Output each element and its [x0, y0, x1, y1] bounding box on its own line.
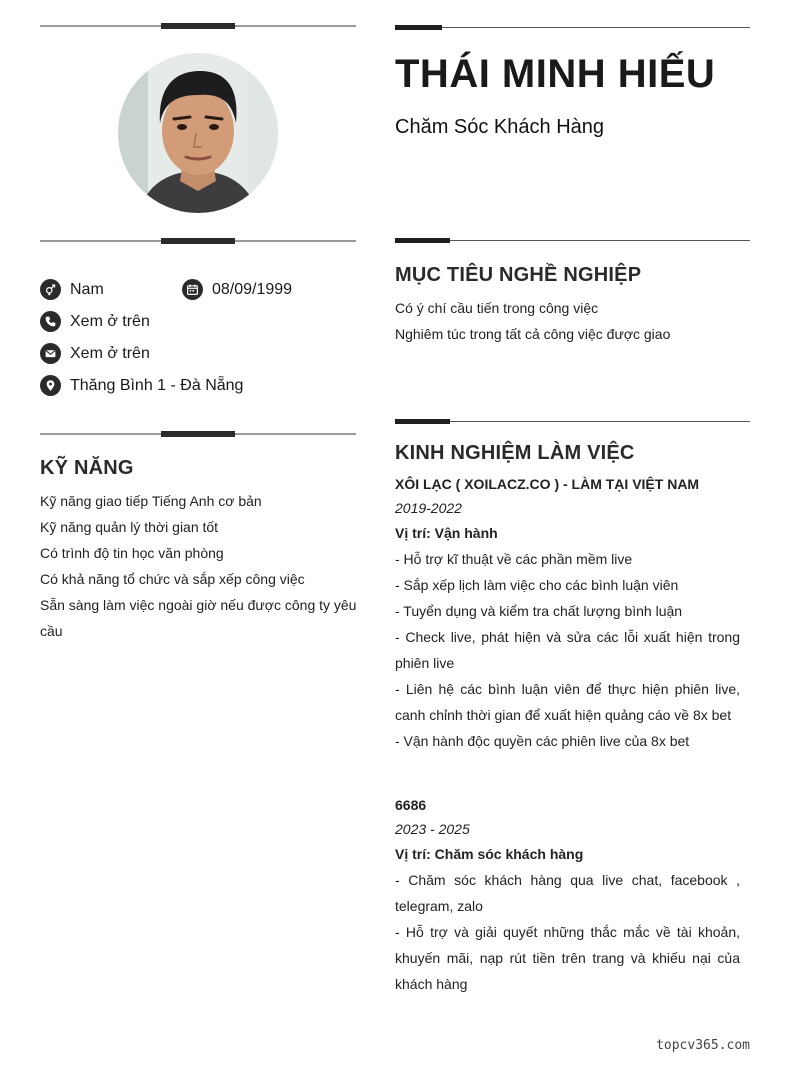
- objective-line: Nghiêm túc trong tất cả công việc được giao: [395, 326, 671, 342]
- avatar: [118, 53, 278, 213]
- left-divider-skills: [40, 433, 356, 435]
- job-duty: - Sắp xếp lịch làm việc cho các bình luận viên: [395, 577, 679, 593]
- skills-list: [40, 488, 358, 644]
- left-divider-top: [40, 25, 356, 27]
- job-entry: [395, 793, 740, 997]
- candidate-name: THÁI MINH HIẾU: [395, 52, 716, 96]
- envelope-icon: [40, 343, 61, 364]
- phone-value: Xem ở trên: [70, 312, 150, 330]
- right-divider-top: [395, 27, 750, 28]
- job-duty: - Tuyển dụng và kiểm tra chất lượng bình luận: [395, 603, 683, 619]
- job-period: 2019-2022: [395, 500, 462, 516]
- map-pin-icon: [40, 375, 61, 396]
- address-value: Thăng Bình 1 - Đà Nẵng: [70, 376, 244, 394]
- skill-item: Kỹ năng quản lý thời gian tốt: [40, 519, 219, 535]
- birthday-value: 08/09/1999: [212, 280, 293, 298]
- job-title: Chăm Sóc Khách Hàng: [395, 116, 605, 138]
- job-entry: [395, 472, 740, 754]
- gender-value: Nam: [70, 280, 104, 298]
- objective-heading: MỤC TIÊU NGHỀ NGHIỆP: [395, 264, 642, 286]
- calendar-icon: [182, 279, 203, 300]
- contact-birthday: [182, 279, 292, 300]
- avatar-photo: [118, 53, 278, 213]
- job-role: Vị trí: Vận hành: [395, 525, 498, 541]
- skill-item: Kỹ năng giao tiếp Tiếng Anh cơ bản: [40, 493, 262, 509]
- job-duty: - Vận hành độc quyền các phiên live của 8x bet: [395, 733, 690, 749]
- right-divider-experience: [395, 421, 750, 422]
- job-period: 2023 - 2025: [395, 821, 470, 837]
- job-duty: - Liên hệ các bình luận viên để thực hiện phiên live, canh chỉnh thời gian để xuất hiện quảng cáo về 8x bet: [395, 681, 740, 723]
- left-divider-after-avatar: [40, 240, 356, 242]
- gender-icon: [40, 279, 61, 300]
- experience-heading: KINH NGHIỆM LÀM VIỆC: [395, 442, 635, 464]
- phone-icon: [40, 311, 61, 332]
- contact-email: [40, 343, 150, 364]
- job-duty: - Chăm sóc khách hàng qua live chat, facebook , telegram, zalo: [395, 872, 740, 914]
- footer-watermark: topcv365.com: [656, 1038, 750, 1053]
- job-role: Vị trí: Chăm sóc khách hàng: [395, 846, 584, 862]
- skills-heading: KỸ NĂNG: [40, 457, 134, 479]
- skill-item: Sẵn sàng làm việc ngoài giờ nếu được công ty yêu cầu: [40, 597, 357, 639]
- right-divider-objective: [395, 240, 750, 241]
- email-value: Xem ở trên: [70, 344, 150, 362]
- skill-item: Có trình độ tin học văn phòng: [40, 545, 224, 561]
- job-duty: - Check live, phát hiện và sửa các lỗi xuất hiện trong phiên live: [395, 629, 740, 671]
- objective-line: Có ý chí cầu tiến trong công việc: [395, 300, 599, 316]
- job-duty: - Hỗ trợ và giải quyết những thắc mắc về tài khoản, khuyến mãi, nạp rút tiền trên trang và khiếu nại của khách hàng: [395, 924, 740, 992]
- job-company: XÔI LẠC ( XOILACZ.CO ) - LÀM TẠI VIỆT NAM: [395, 476, 700, 492]
- job-company: 6686: [395, 797, 427, 813]
- job-duty: - Hỗ trợ kĩ thuật về các phần mềm live: [395, 551, 633, 567]
- skill-item: Có khả năng tổ chức và sắp xếp công việc: [40, 571, 305, 587]
- contact-phone: [40, 311, 150, 332]
- contact-address: [40, 375, 243, 396]
- contact-gender: [40, 279, 104, 300]
